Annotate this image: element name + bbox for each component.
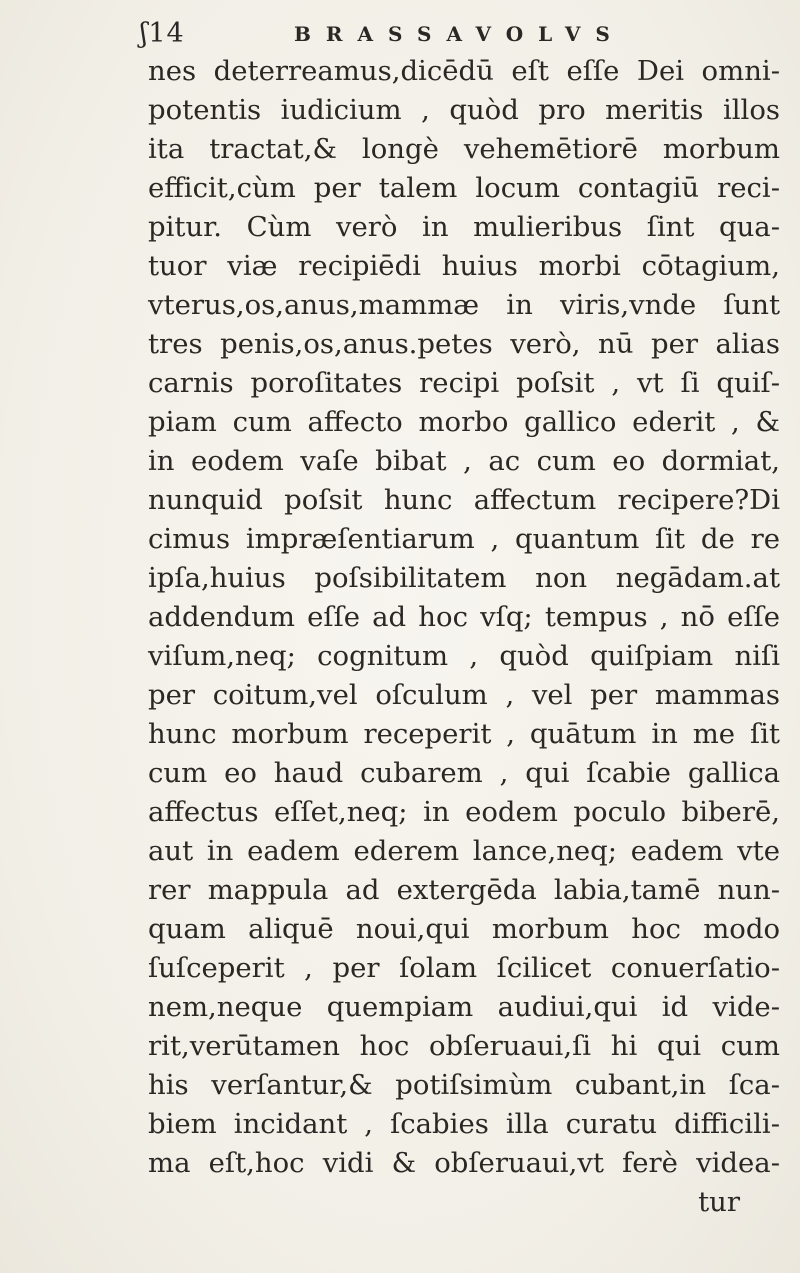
text-line: cum eo haud cubarem , qui ſcabie gallica [148,757,780,789]
text-line: in eodem vaſe bibat , ac cum eo dormiat, [148,445,780,477]
text-line: potentis iudicium , quòd pro meritis illos [148,94,780,126]
text-line: nem,neque quempiam audiui,qui id vide- [148,991,780,1023]
text-line: tuor viæ recipiēdi huius morbi cōtagium, [148,250,780,282]
text-line: piam cum affecto morbo gallico ederit , & [148,406,780,438]
text-line: cimus impræſentiarum , quantum ſit de re [148,523,780,555]
text-line: rer mappula ad extergēda labia,tamē nun- [148,874,780,906]
text-line: quam aliquē noui,qui morbum hoc modo [148,913,780,945]
text-line: his verſantur,& potiſsimùm cubant,in ſca- [148,1069,780,1101]
running-title: BRASSAVOLVS [294,22,625,46]
text-line: rit,verūtamen hoc obſeruaui,ſi hi qui cum [148,1030,780,1062]
text-line: vterus,os,anus,mammæ in viris,vnde ſunt [148,289,780,321]
body-text [148,52,780,1222]
text-line: nunquid poſsit hunc affectum recipere?Di [148,484,780,516]
text-line: efficit,cùm per talem locum contagiū reci- [148,172,780,204]
running-head [140,14,780,54]
text-line: ita tractat,& longè vehemētiorē morbum [148,133,780,165]
text-line: affectus eſſet,neq; in eodem poculo biberē, [148,796,780,828]
text-line: ipſa,huius poſsibilitatem non negādam.at [148,562,780,594]
text-line: biem incidant , ſcabies illa curatu difficili- [148,1108,780,1140]
text-line: tur [698,1186,740,1218]
text-line: nes deterreamus,dicēdū eſt eſſe Dei omni- [148,55,780,87]
text-line: viſum,neq; cognitum , quòd quiſpiam niſi [148,640,780,672]
text-line: carnis poroſitates recipi poſsit , vt ſi quiſ- [148,367,780,399]
text-line: pitur. Cùm verò in mulieribus ſint qua- [148,211,780,243]
text-line: ma eſt,hoc vidi & obſeruaui,vt ferè videa- [148,1147,780,1179]
text-line: tres penis,os,anus.petes verò, nū per alias [148,328,780,360]
text-line: hunc morbum receperit , quātum in me ſit [148,718,780,750]
text-line: aut in eadem ederem lance,neq; eadem vte [148,835,780,867]
page-number: ʃ14 [140,18,185,49]
text-line: ſuſceperit , per ſolam ſcilicet conuerſatio- [148,952,780,984]
text-line: per coitum,vel oſculum , vel per mammas [148,679,780,711]
text-line: addendum eſſe ad hoc vſq; tempus , nō eſſe [148,601,780,633]
